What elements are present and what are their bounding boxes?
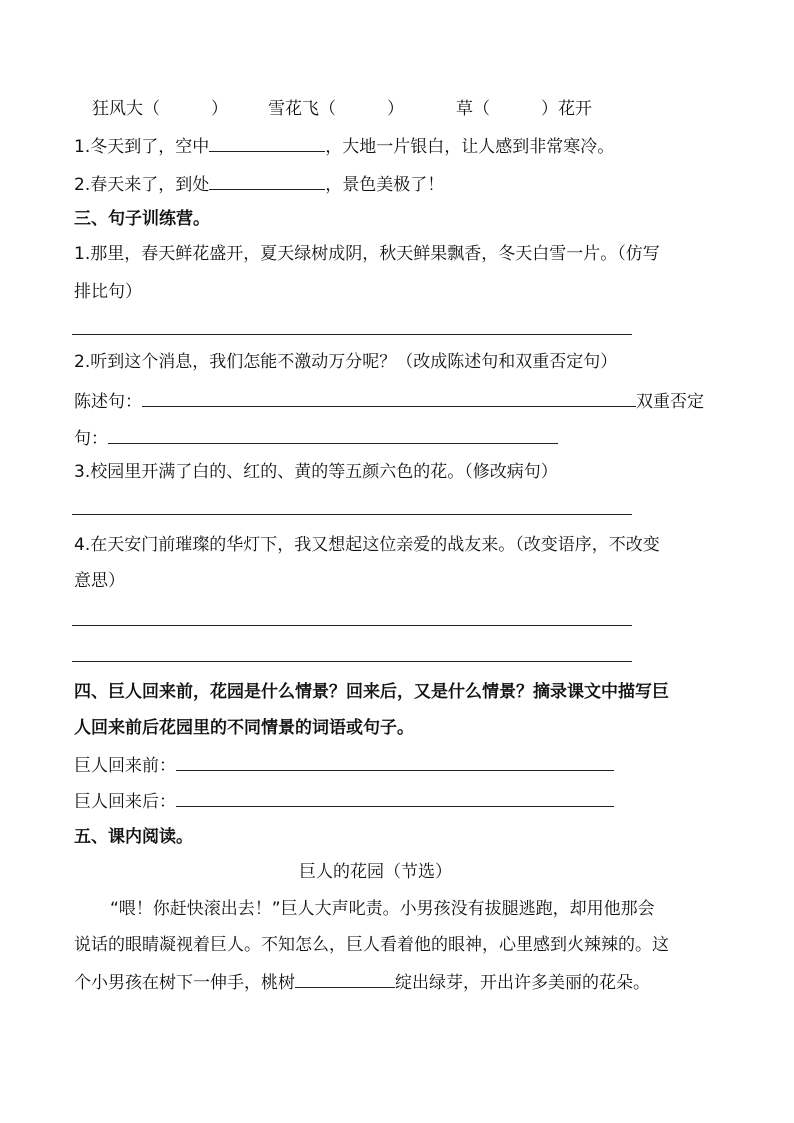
- top-item-wind: 狂风大（ ）: [92, 99, 228, 119]
- s3-q1-line1: 1.那里，春天鲜花盛开，夏天绿树成阴，秋天鲜果飘香，冬天白雪一片。（仿写: [74, 244, 660, 264]
- section-3-title: 三、句子训练营。: [74, 209, 210, 229]
- top-item-snow: 雪花飞（ ）: [268, 99, 404, 119]
- passage-title: 巨人的花园（节选）: [299, 862, 452, 882]
- fill-question-1: [74, 133, 614, 159]
- passage-line-3-text-a: 个小男孩在树下一伸手，桃树: [74, 973, 295, 993]
- s3-q1-line2: 排比句）: [74, 282, 142, 302]
- passage-line-1: “喂！你赶快滚出去！”巨人大声叱责。小男孩没有拔腿逃跑，却用他那会: [110, 899, 655, 919]
- fill-q2-blank[interactable]: [209, 171, 325, 190]
- s3-q2: 2.听到这个消息，我们怎能不激动万分呢？（改成陈述句和双重否定句）: [74, 352, 618, 372]
- fill-q1-text-a: 1.冬天到了，空中: [74, 137, 210, 157]
- s3-q2-double-neg-label-a: 双重否定: [636, 392, 704, 412]
- s3-q2-statement-label: 陈述句：: [74, 392, 142, 412]
- fill-question-2: [74, 171, 444, 197]
- s4-after-label: 巨人回来后：: [74, 792, 176, 812]
- s3-q2-double-neg-blank[interactable]: [108, 425, 558, 444]
- passage-line-3-text-b: 绽出绿芽，开出许多美丽的花朵。: [395, 973, 650, 993]
- passage-line-3: [74, 969, 650, 995]
- fill-q2-text-b: ，景色美极了！: [325, 175, 445, 195]
- s4-after-blank[interactable]: [176, 788, 614, 807]
- s3-q2-statement-row: [74, 388, 704, 414]
- s3-q2-double-neg-label-b: 句：: [74, 429, 108, 449]
- s3-q4-answer-line-1[interactable]: [72, 625, 632, 626]
- passage-line-2: 说话的眼睛凝视着巨人。不知怎么，巨人看着他的眼神，心里感到火辣辣的。这: [74, 935, 669, 955]
- s3-q3: 3.校园里开满了白的、红的、黄的等五颜六色的花。（修改病句）: [74, 462, 558, 482]
- fill-q2-text-a: 2.春天来了，到处: [74, 175, 210, 195]
- s3-q1-answer-line[interactable]: [72, 334, 632, 335]
- s3-q4-line1: 4.在天安门前璀璨的华灯下，我又想起这位亲爱的战友来。（改变语序，不改变: [74, 535, 660, 555]
- s4-before-row: [74, 752, 614, 778]
- s3-q2-statement-blank[interactable]: [142, 388, 636, 407]
- s4-before-blank[interactable]: [176, 752, 614, 771]
- section-5-title: 五、课内阅读。: [74, 827, 193, 847]
- fill-q1-text-b: ，大地一片银白，让人感到非常寒冷。: [325, 137, 615, 157]
- section-4-title-line2: 人回来前后花园里的不同情景的词语或句子。: [74, 718, 414, 738]
- s4-after-row: [74, 788, 614, 814]
- fill-q1-blank[interactable]: [209, 133, 325, 152]
- section-4-title-line1: 四、巨人回来前，花园是什么情景？回来后，又是什么情景？摘录课文中描写巨: [74, 682, 669, 702]
- s3-q3-answer-line[interactable]: [72, 514, 632, 515]
- s3-q4-line2: 意思）: [74, 571, 125, 591]
- top-item-grass: 草（ ）花开: [456, 99, 592, 119]
- s3-q2-double-neg-row: [74, 425, 558, 451]
- s3-q4-answer-line-2[interactable]: [72, 661, 632, 662]
- s4-before-label: 巨人回来前：: [74, 756, 176, 776]
- passage-blank[interactable]: [295, 969, 395, 988]
